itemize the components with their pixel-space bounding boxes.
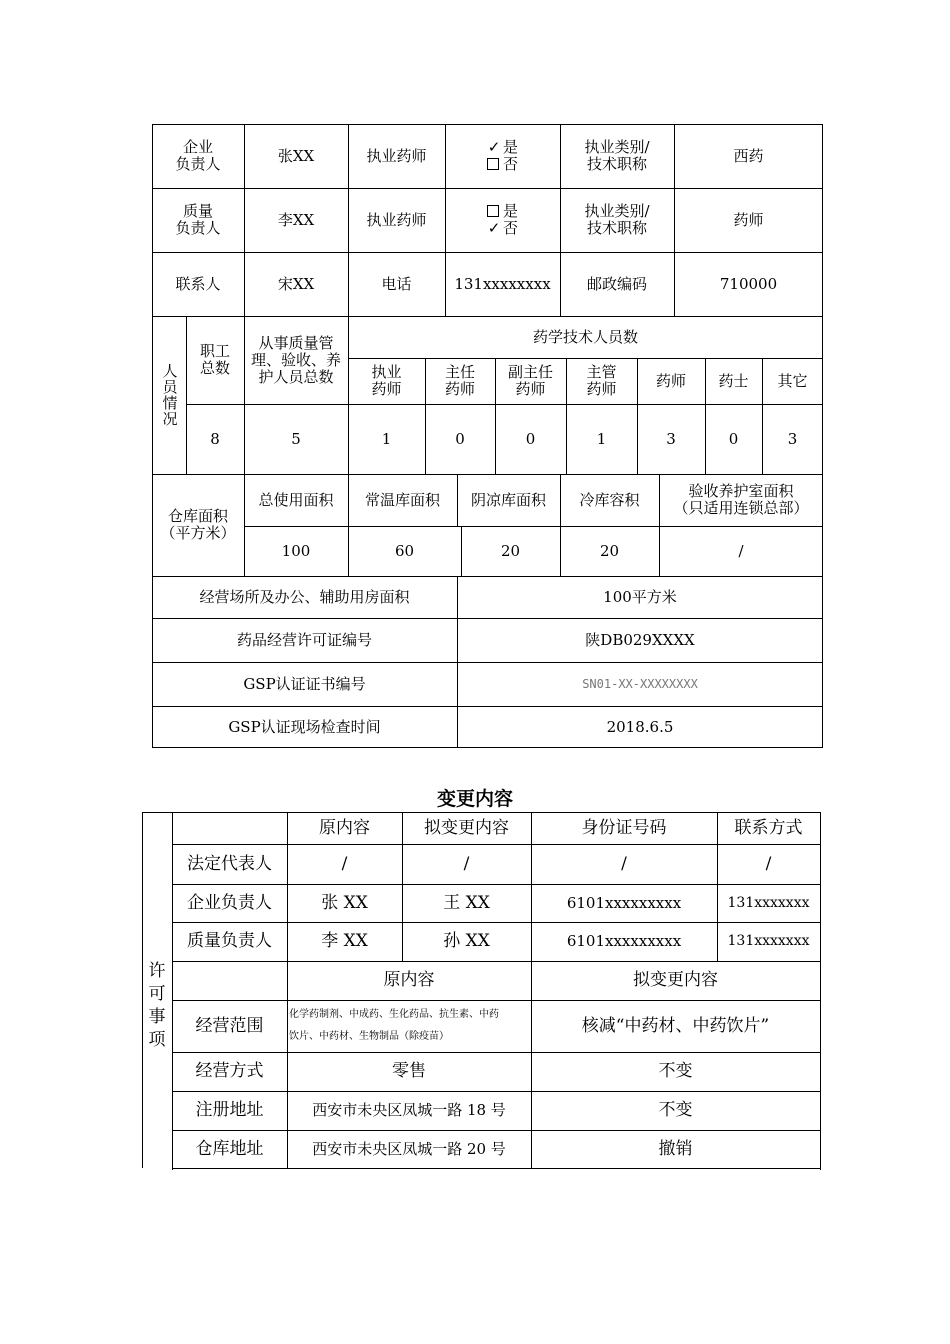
pharm-value-deputy-chief: 0 (525, 429, 536, 448)
scope-new: 核减“中药材、中药饮片” (581, 1015, 770, 1036)
mode-orig: 零售 (392, 1061, 426, 1081)
pharm-col-pharmacist: 药师 (655, 371, 686, 390)
pharm-value-supervisor: 1 (596, 429, 607, 448)
scope-orig: 化学药制剂、中成药、生化药品、抗生素、中药 饮片、中药材、生物制品（除疫苗） (289, 1009, 499, 1042)
warehouse-value-cold: 20 (599, 541, 620, 560)
zip-value: 710000 (719, 274, 778, 293)
warehouse-header-total: 总使用面积 (258, 490, 334, 509)
pharm-col-supervisor: 主管 药师 (586, 363, 617, 398)
qual-head-label: 质量 负责人 (175, 202, 221, 237)
scope-label: 经营范围 (195, 1015, 264, 1036)
pharm-value-assistant: 0 (728, 429, 739, 448)
qual-head-no-option[interactable] (487, 220, 518, 237)
ent-head-name: 张XX (277, 146, 315, 165)
ent-head-label: 企业 负责人 (175, 138, 221, 173)
legal-rep-new: / (463, 853, 470, 874)
no-label: 否 (502, 155, 518, 173)
ent-head-change-orig: 张 XX (321, 892, 368, 913)
t2-header-id: 身份证号码 (581, 817, 667, 838)
ent-head-title-value: 西药 (733, 146, 764, 165)
ent-head-no-option[interactable] (487, 156, 518, 173)
license-no-label: 药品经营许可证编号 (236, 630, 372, 649)
qual-head-change-contact: 131xxxxxxx (727, 933, 810, 949)
contact-name: 宋XX (277, 274, 315, 293)
table2-line (820, 812, 821, 1170)
contact-label: 联系人 (175, 274, 221, 293)
phone-value: 131xxxxxxxx (454, 274, 551, 293)
reg-address-new: 不变 (658, 1100, 693, 1120)
pharm-value-licensed: 1 (381, 429, 392, 448)
qual-head-title-label: 执业类别/ 技术职称 (584, 202, 650, 237)
pharm-col-assistant: 药士 (718, 371, 749, 390)
staff-total-value: 8 (210, 429, 220, 448)
ent-head-title-label: 执业类别/ 技术职称 (584, 138, 650, 173)
ent-head-checkbox-group (445, 124, 560, 188)
ent-head-change-id: 6101xxxxxxxxx (566, 893, 682, 912)
t2-header-new: 拟变更内容 (424, 817, 509, 838)
pharm-col-other: 其它 (777, 371, 808, 390)
pharm-value-other: 3 (787, 429, 798, 448)
pharm-col-chief: 主任 药师 (444, 363, 475, 398)
ent-head-qual: 执业药师 (366, 146, 427, 165)
qual-head-checkbox-group (445, 188, 560, 252)
change-title: 变更内容 (436, 787, 513, 810)
mode-new: 不变 (658, 1061, 693, 1081)
staff-qm-label: 从事质量管 理、验收、养 护人员总数 (250, 333, 341, 386)
t2-header2-new: 拟变更内容 (633, 970, 718, 990)
t2-header-contact: 联系方式 (734, 817, 803, 838)
zip-label: 邮政编码 (586, 274, 647, 293)
empty-checkbox-icon (487, 158, 499, 170)
check-mark-icon: ✓ (487, 138, 501, 156)
phone-label: 电话 (381, 274, 412, 293)
pharm-col-licensed: 执业 药师 (371, 363, 402, 398)
no-label: 否 (502, 219, 518, 237)
qual-head-change-id: 6101xxxxxxxxx (566, 932, 682, 950)
wh-address-new: 撤销 (658, 1138, 693, 1159)
legal-rep-id: / (621, 853, 627, 874)
mode-label: 经营方式 (195, 1061, 264, 1081)
ent-head-change-label: 企业负责人 (187, 892, 272, 913)
qual-head-name: 李XX (277, 210, 315, 229)
qual-head-change-orig: 李 XX (321, 931, 368, 951)
pharm-col-deputy-chief: 副主任 药师 (507, 363, 553, 398)
legal-rep-orig: / (341, 853, 348, 874)
check-mark-icon: ✓ (487, 219, 501, 237)
t2-header2-orig: 原内容 (383, 970, 435, 990)
qual-head-title-value: 药师 (733, 210, 764, 229)
yes-label: 是 (502, 202, 518, 220)
office-area-value: 100平方米 (603, 587, 677, 606)
reg-address-orig: 西安市未央区凤城一路 18 号 (312, 1101, 506, 1119)
warehouse-header-normal: 常温库面积 (364, 490, 440, 509)
warehouse-value-normal: 60 (394, 541, 415, 560)
warehouse-value-cool: 20 (500, 541, 521, 560)
gsp-time-label: GSP认证现场检查时间 (228, 717, 381, 736)
warehouse-header-cool: 阴凉库面积 (470, 490, 546, 509)
warehouse-value-total: 100 (281, 541, 311, 560)
t2-header-orig: 原内容 (319, 817, 370, 838)
ent-head-yes-option[interactable] (487, 139, 518, 156)
warehouse-header-cold: 冷库容积 (579, 490, 640, 509)
license-no-value: 陕DB029XXXX (585, 630, 695, 649)
legal-rep-label: 法定代表人 (187, 853, 272, 874)
pharm-value-pharmacist: 3 (666, 429, 676, 448)
qual-head-yes-option[interactable] (487, 203, 518, 220)
reg-address-label: 注册地址 (195, 1100, 264, 1120)
ent-head-change-contact: 131xxxxxxx (727, 894, 810, 911)
gsp-no-value: SN01-XX-XXXXXXXX (582, 676, 698, 691)
ent-head-change-new: 王 XX (443, 892, 490, 913)
legal-rep-contact: / (765, 853, 772, 874)
license-items-label: 许 可 事 项 (148, 961, 166, 1050)
warehouse-header-inspection: 验收养护室面积 （只适用连锁总部） (673, 482, 809, 517)
yes-label: 是 (502, 138, 518, 156)
staff-qm-value: 5 (291, 429, 301, 448)
office-area-label: 经营场所及办公、辅助用房面积 (199, 587, 410, 606)
qual-head-change-label: 质量负责人 (187, 931, 272, 951)
wh-address-label: 仓库地址 (195, 1138, 264, 1159)
gsp-time-value: 2018.6.5 (606, 717, 674, 736)
qual-head-change-new: 孙 XX (443, 931, 490, 951)
staff-total-label: 职工 总数 (199, 342, 230, 377)
warehouse-label: 仓库面积 （平方米） (160, 507, 236, 542)
gsp-no-label: GSP认证证书编号 (243, 674, 366, 693)
wh-address-orig: 西安市未央区凤城一路 20 号 (312, 1139, 506, 1158)
pharm-header: 药学技术人员数 (532, 327, 638, 346)
warehouse-value-inspection: / (738, 541, 744, 560)
staff-section-text: 人员情况 (160, 363, 179, 427)
staff-section-label (152, 316, 186, 474)
qual-head-qual: 执业药师 (366, 210, 427, 229)
empty-checkbox-icon (487, 205, 499, 217)
pharm-value-chief: 0 (455, 429, 465, 448)
table2-line (172, 1168, 821, 1169)
